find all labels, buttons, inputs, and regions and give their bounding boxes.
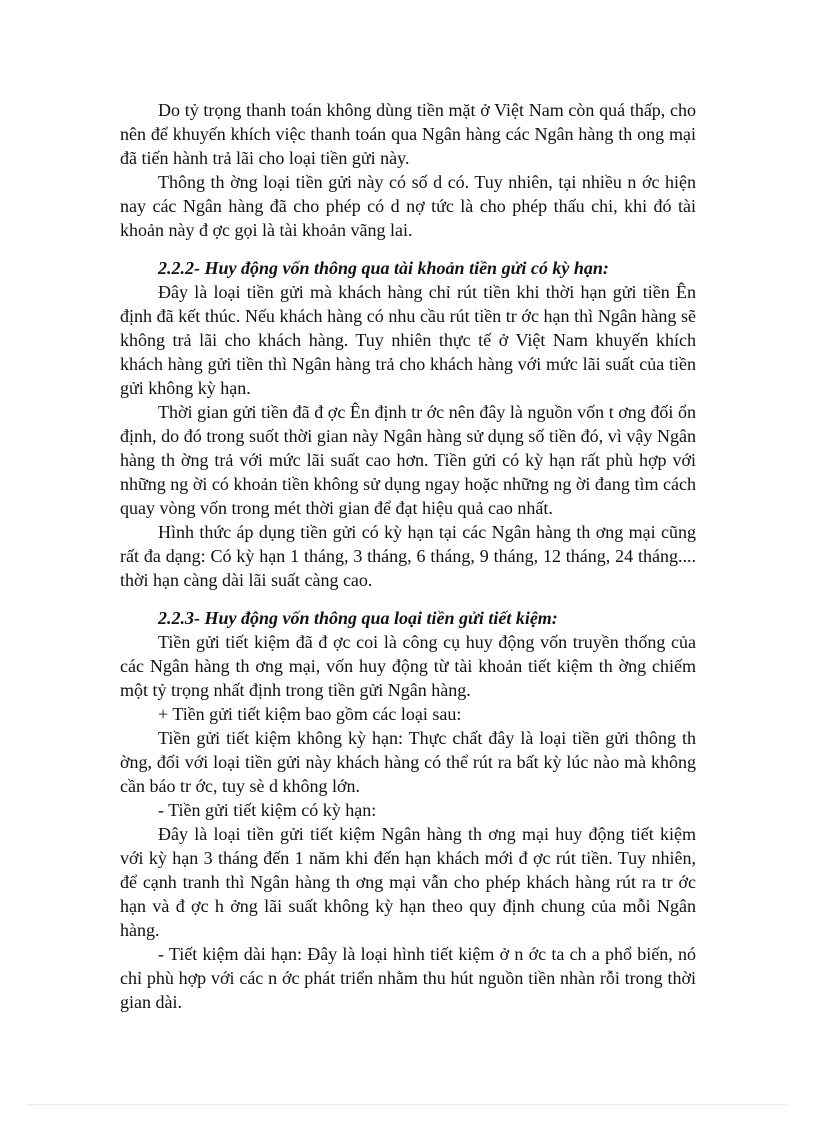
document-page	[120, 98, 696, 1014]
paragraph: - Tiết kiệm dài hạn: Đây là loại hình tiết kiệm ở n ớc ta ch a phổ biến, nó chỉ phù hợp với các n ớc phát triển nhằm thu hút nguồn tiền nhàn rỗi trong thời gian dài.	[120, 944, 696, 1012]
page-bottom-divider	[28, 1104, 788, 1105]
paragraph: Tiền gửi tiết kiệm đã đ ợc coi là công cụ huy động vốn truyền thống của các Ngân hàng th ơng mại, vốn huy động từ tài khoản tiết kiệm th ờng chiếm một tỷ trọng nhất định trong tiền gửi Ngân hàng.	[120, 632, 696, 700]
section-gap	[120, 592, 696, 606]
paragraph: - Tiền gửi tiết kiệm có kỳ hạn:	[158, 800, 377, 820]
section-gap	[120, 242, 696, 256]
section-heading-2-2-3: 2.2.3- Huy động vốn thông qua loại tiền gửi tiết kiệm:	[158, 608, 558, 628]
paragraph: Tiền gửi tiết kiệm không kỳ hạn: Thực chất đây là loại tiền gửi thông th ờng, đối với loại tiền gửi này khách hàng có thể rút ra bất kỳ lúc nào mà không cần báo tr ớc, tuy sè d không lớn.	[120, 728, 696, 796]
paragraph: Thời gian gửi tiền đã đ ợc Ên định tr ớc nên đây là nguồn vốn t ơng đối ổn định, do đó trong suốt thời gian này Ngân hàng sử dụng số tiền đó, vì vậy Ngân hàng th ờng trả với mức lãi suất cao hơn. Tiền gửi có kỳ hạn rất phù hợp với những ng ời có khoản tiền không sử dụng ngay hoặc những ng ời đang tìm cách quay vòng vốn trong mét thời gian để đạt hiệu quả cao nhất.	[120, 402, 696, 518]
paragraph: Đây là loại tiền gửi mà khách hàng chỉ rút tiền khi thời hạn gửi tiền Ên định đã kết thúc. Nếu khách hàng có nhu cầu rút tiền tr ớc hạn thì Ngân hàng sẽ không trả lãi cho khách hàng. Tuy nhiên thực tế ở Việt Nam khuyến khích khách hàng gửi tiền thì Ngân hàng trả cho khách hàng với mức lãi suất của tiền gửi không kỳ hạn.	[120, 282, 696, 398]
paragraph: Hình thức áp dụng tiền gửi có kỳ hạn tại các Ngân hàng th ơng mại cũng rất đa dạng: Có kỳ hạn 1 tháng, 3 tháng, 6 tháng, 9 tháng, 12 tháng, 24 tháng.... thời hạn càng dài lãi suất càng cao.	[120, 522, 696, 590]
paragraph: Thông th ờng loại tiền gửi này có số d có. Tuy nhiên, tại nhiều n ớc hiện nay các Ngân hàng đã cho phép có d nợ tức là cho phép thấu chi, khi đó tài khoản này đ ợc gọi là tài khoản vãng lai.	[120, 172, 696, 240]
section-heading-2-2-2: 2.2.2- Huy động vốn thông qua tài khoản tiền gửi có kỳ hạn:	[158, 258, 609, 278]
paragraph: Do tỷ trọng thanh toán không dùng tiền mặt ở Việt Nam còn quá thấp, cho nên để khuyến khích việc thanh toán qua Ngân hàng các Ngân hàng th ong mại đã tiến hành trả lãi cho loại tiền gửi này.	[120, 100, 696, 168]
paragraph: + Tiền gửi tiết kiệm bao gồm các loại sau:	[158, 704, 462, 724]
paragraph: Đây là loại tiền gửi tiết kiệm Ngân hàng th ơng mại huy động tiết kiệm với kỳ hạn 3 tháng đến 1 năm khi đến hạn khách mới đ ợc rút tiền. Tuy nhiên, để cạnh tranh thì Ngân hàng th ơng mại vẫn cho phép khách hàng rút ra tr ớc hạn và đ ợc h ởng lãi suất không kỳ hạn theo quy định chung của mỗi Ngân hàng.	[120, 824, 696, 940]
